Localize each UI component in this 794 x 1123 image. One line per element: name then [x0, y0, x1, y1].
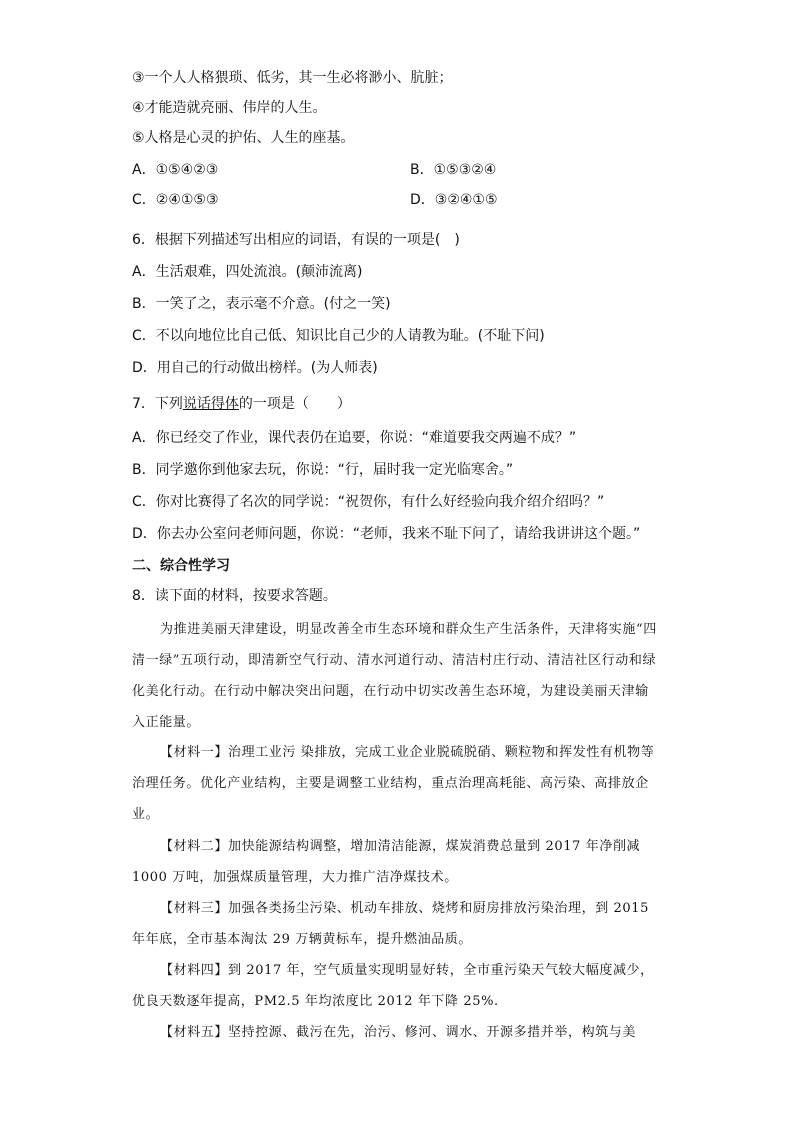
material-1-paragraph	[132, 737, 662, 830]
q6-option-a: A．生活艰难，四处流浪。(颠沛流离)	[132, 264, 363, 280]
q6-stem: 6．根据下列描述写出相应的词语，有误的一项是( )	[132, 232, 460, 248]
q8-stem: 8．读下面的材料，按要求答题。	[132, 588, 337, 604]
q6-option-c: C．不以向地位比自己低、知识比自己少的人请教为耻。(不耻下问)	[132, 328, 545, 344]
material-1-text: 【材料一】治理工业污 染排放，完成工业企业脱硫脱硝、颗粒物和挥发性有机物等治理任务。优化产业结构，主要是调整工业结构，重点治理高耗能、高污染、高排放企业。	[132, 745, 655, 822]
q5-option-c: C．②④①⑤③	[132, 192, 219, 208]
q7-option-d: D．你去办公室问老师问题，你说：“老师，我来不耻下问了，请给我讲讲这个题。”	[132, 526, 641, 542]
q5-option-b: B．①⑤③②④	[410, 162, 497, 178]
material-5-paragraph	[132, 1017, 662, 1048]
q8-intro-text: 为推进美丽天津建设，明显改善全市生态环境和群众生产生活条件，天津将实施“四清一绿”五项行动，即清新空气行动、清水河道行动、清洁村庄行动、清洁社区行动和绿化美化行动。在行动中解决突出问题，在行动中切实改善生态环境，为建设美丽天津输入正能量。	[132, 622, 657, 730]
q5-option-d: D．③②④①⑤	[410, 192, 498, 208]
material-4-text: 【材料四】到 2017 年，空气质量实现明显好转，全市重污染天气较大幅度减少，优良天数逐年提高，PM2.5 年均浓度比 2012 年下降 25%.	[132, 963, 654, 1009]
q7-stem-underline: 说话得体	[182, 396, 239, 412]
q6-option-b: B．一笑了之，表示毫不介意。(付之一笑)	[132, 296, 391, 312]
q7-stem	[132, 394, 351, 414]
q6-option-d: D．用自己的行动做出榜样。(为人师表)	[132, 360, 378, 376]
q5-option-a: A．①⑤④②③	[132, 162, 219, 178]
q7-stem-prefix: 7．下列	[132, 396, 183, 412]
material-5-text: 【材料五】坚持控源、截污在先，治污、修河、调水、开源多措并举，构筑与美	[160, 1025, 637, 1040]
q8-intro-paragraph	[132, 614, 662, 738]
material-2-text: 【材料二】加快能源结构调整，增加清洁能源，煤炭消费总量到 2017 年净削减 1000 万吨，加强煤质量管理，大力推广洁净煤技术。	[132, 839, 641, 885]
section-title: 二、综合性学习	[132, 558, 230, 574]
sentence-5: ⑤人格是心灵的护佑、人生的座基。	[132, 130, 355, 146]
q7-option-b: B．同学邀你到他家去玩，你说：“行，届时我一定光临寒舍。”	[132, 462, 514, 478]
material-2-paragraph	[132, 831, 662, 893]
material-3-paragraph	[132, 893, 662, 955]
sentence-3: ③一个人人格猥琐、低劣，其一生必将渺小、肮脏；	[132, 70, 453, 86]
material-3-text: 【材料三】加强各类扬尘污染、机动车排放、烧烤和厨房排放污染治理，到 2015 年年底，全市基本淘汰 29 万辆黄标车，提升燃油品质。	[132, 901, 650, 947]
q7-stem-suffix: 的一项是（ ）	[238, 396, 351, 412]
material-4-paragraph	[132, 955, 662, 1017]
sentence-4: ④才能造就亮丽、伟岸的人生。	[132, 100, 327, 116]
q7-option-a: A．你已经交了作业，课代表仍在追要，你说：“难道要我交两遍不成？”	[132, 430, 577, 446]
q7-option-c: C．你对比赛得了名次的同学说：“祝贺你，有什么好经验向我介绍介绍吗？”	[132, 494, 605, 510]
